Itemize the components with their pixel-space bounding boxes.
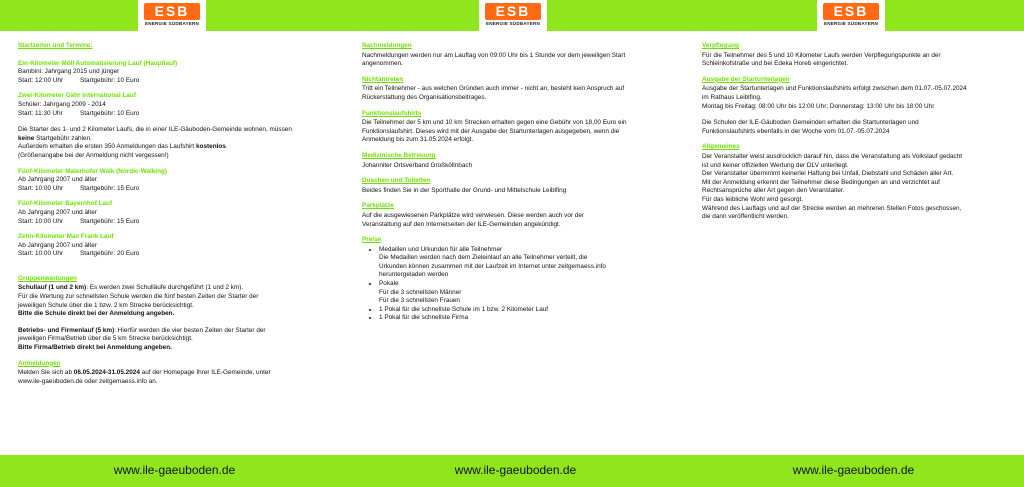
footer-link[interactable]: www.ile-gaeuboden.de [113, 463, 236, 477]
race-5km-walk: Fünf-Kilometer Malerhofer Walk (Nordic-Walking) Ab Jahrgang 2007 und älter Start: 10:00 Uhr Startgebühr: 15 Euro [18, 167, 168, 192]
footer-link[interactable]: www.ile-gaeuboden.de [454, 463, 577, 477]
general-info: Allgemeines Der Veranstalter weist ausdrücklich darauf hin, dass die Veranstaltung als Volkslauf gedacht ist und keiner offiziellen Wertung der DLV unterliegt. Der Veranstalter übernimmt keinerlei Haftung bei Unfall, Diebstahl und Schäden aller Art. Mit der Anmeldung erkennt der Teilnehmer diese Bedingungen an und verzichtet auf Rechtsansprüche aller Art gegen den Veranstalter. Für das leibliche Wohl wird gesorgt. Während des Lauftags und auf der Strecke werden an mehreren Stellen Fotos geschossen, die dann veröffentlicht werden. [702, 143, 963, 221]
late-registration: Nachmeldungen Nachmeldungen werden nur am Lauftag von 09:00 Uhr bis 1 Stunde vor dem jeweiligen Start angenommen. [362, 42, 626, 68]
esb-logo: ESB ENERGIE SÜDBAYERN [817, 0, 885, 31]
registration: Anmeldungen Melden Sie sich ab 06.05.2024-31.05.2024 auf der Homepage Ihrer ILE-Gemeinde, unter www.ile-gaeuboden.de oder zeitgemaess.info an. [18, 359, 271, 385]
footer-banner [0, 455, 1024, 487]
esb-logo: ESB ENERGIE SÜDBAYERN [138, 0, 206, 31]
race-2km: Zwei-Kilometer Gähr International Lauf Schüler: Jahrgang 2009 - 2014 Start: 11:30 Uhr Startgebühr: 10 Euro [18, 92, 140, 117]
shirts: Funktionslaufshirts Die Teilnehmer der 5 km und 10 km Strecken erhalten gegen eine Gebühr von 18,00 Euro ein Funktionslaufshirt. Dieses wird mit der Ausgabe der Startunterlagen ausgegeben, wenn die Anmeldung bis zum 31.05.2024 erfolgt. [362, 109, 627, 144]
group-rankings: Gruppenwertungen Schullauf (1 und 2 km): Es werden zwei Schulläufe durchgeführt (1 und 2 km). Für die Wertung zur schnellsten Schule werden die fünf besten Zeiten der Starter der jeweiligen Schule über die 1 bzw. 2 km Strecke berücksichtigt. Bitte die Schule direkt bei der Anmeldung angeben. Betriebs- und Firmenlauf (5 km): Hierfür werden die vier besten Zeiten der Starter der jeweiligen Firma/Betrieb über die 5 km Strecke berücksichtigt. Bitte Firma/Betrieb direkt bei Anmeldung angeben. [18, 274, 266, 352]
fee-info: Die Starter des 1- und 2 Kilometer Laufs, die in einer ILE-Gäuboden-Gemeinde wohnen, müssen keine Startgebühr zahlen. Außerdem erhalten die ersten 350 Anmeldungen das Laufshirt kostenlos. (Größenangabe bei der Anmeldung nicht vergessen!) [18, 126, 292, 159]
showers: Duschen und Toiletten Beides finden Sie in der Sporthalle der Grund- und Mittelschule Leiblfing [362, 177, 567, 194]
prizes: Preise • Medaillen und Urkunden für alle Teilnehmer Die Medaillen werden nach dem Zieleinlauf an alle Teilnehmer verteilt, die Urkunden können zusammen mit der Laufzeit im Internet unter zeitgemaess.info heruntergeladen werden • Pokale Für die 3 schnellsten Männer Für die 3 schnellsten Frauen • 1 Pokal für die schnellste Schule im 1 bzw. 2 Kilometer Lauf • 1 Pokal für die schnellste Firma [362, 236, 680, 323]
race-10km: Zehn-Kilometer Max Frank Lauf Ab Jahrgang 2007 und älter Start: 10:00 Uhr Startgebühr: 20 Euro [18, 233, 140, 258]
no-show: Nichtantreten Tritt ein Teilnehmer - aus welchen Gründen auch immer - nicht an, besteht kein Anspruch auf Rückerstattung des Organisationsbeitrages. [362, 75, 625, 101]
packet-pickup: Ausgabe der Startunterlagen Ausgabe der Startunterlagen und Funktionslaufshirts erfolgt zwischen dem 01.07.-05.07.2024 im Rathaus Leiblfing. Montag bis Freitag: 08:00 Uhr bis 12:00 Uhr; Donnerstag: 13:00 Uhr bis 18:00 Uhr Die Schulen der ILE-Gäuboden Gemeinden erhalten die Startunterlagen und Funktionslaufshirts ebenfalls in der Woche vom 01.07.-05.07.2024 [702, 75, 967, 135]
esb-logo: ESB ENERGIE SÜDBAYERN [479, 0, 547, 31]
column-left [18, 42, 338, 393]
parking: Parkplätze Auf die ausgewiesenen Parkplätze wird verwiesen. Diese werden auch vor der Veranstaltung auf den Internetseiten der ILE-Gemeinden angekündigt. [362, 202, 585, 228]
medical-care: Medizinische Betreuung Johanniter Ortsverband Großköllnbach [362, 151, 473, 169]
race-1km: Ein-Kilometer Möll Automatisierung Lauf (Hauptlauf) Bambini: Jahrgang 2015 und jünger Start: 12:00 Uhr Startgebühr: 10 Euro [18, 59, 178, 84]
list-item: • 1 Pokal für die schnellste Schule im 1 bzw. 2 Kilometer Lauf [379, 306, 680, 315]
catering: Verpflegung Für die Teilnehmer des 5 und 10 Kilometer Laufs werden Verpflegungspunkte an der Schleinkofstraße und bei Edeka Horeb eingerichtet. [702, 42, 941, 68]
prize-list [362, 246, 680, 323]
heading: Startzeiten und Termine: [18, 42, 93, 49]
list-item: • Pokale Für die 3 schnellsten Männer Für die 3 schnellsten Frauen [379, 280, 680, 306]
list-item: • Medaillen und Urkunden für alle Teilnehmer Die Medaillen werden nach dem Zieleinlauf an alle Teilnehmer verteilt, die Urkunden können zusammen mit der Laufzeit im Internet unter zeitgemaess.info heruntergeladen werden [379, 246, 680, 280]
list-item: • 1 Pokal für die schnellste Firma [379, 314, 680, 323]
column-right [702, 42, 1020, 229]
race-5km: Fünf-Kilometer Bayernhof Lauf Ab Jahrgang 2007 und älter Start: 10:00 Uhr Startgebühr: 15 Euro [18, 200, 140, 225]
footer-link[interactable]: www.ile-gaeuboden.de [792, 463, 915, 477]
column-middle [362, 42, 680, 330]
